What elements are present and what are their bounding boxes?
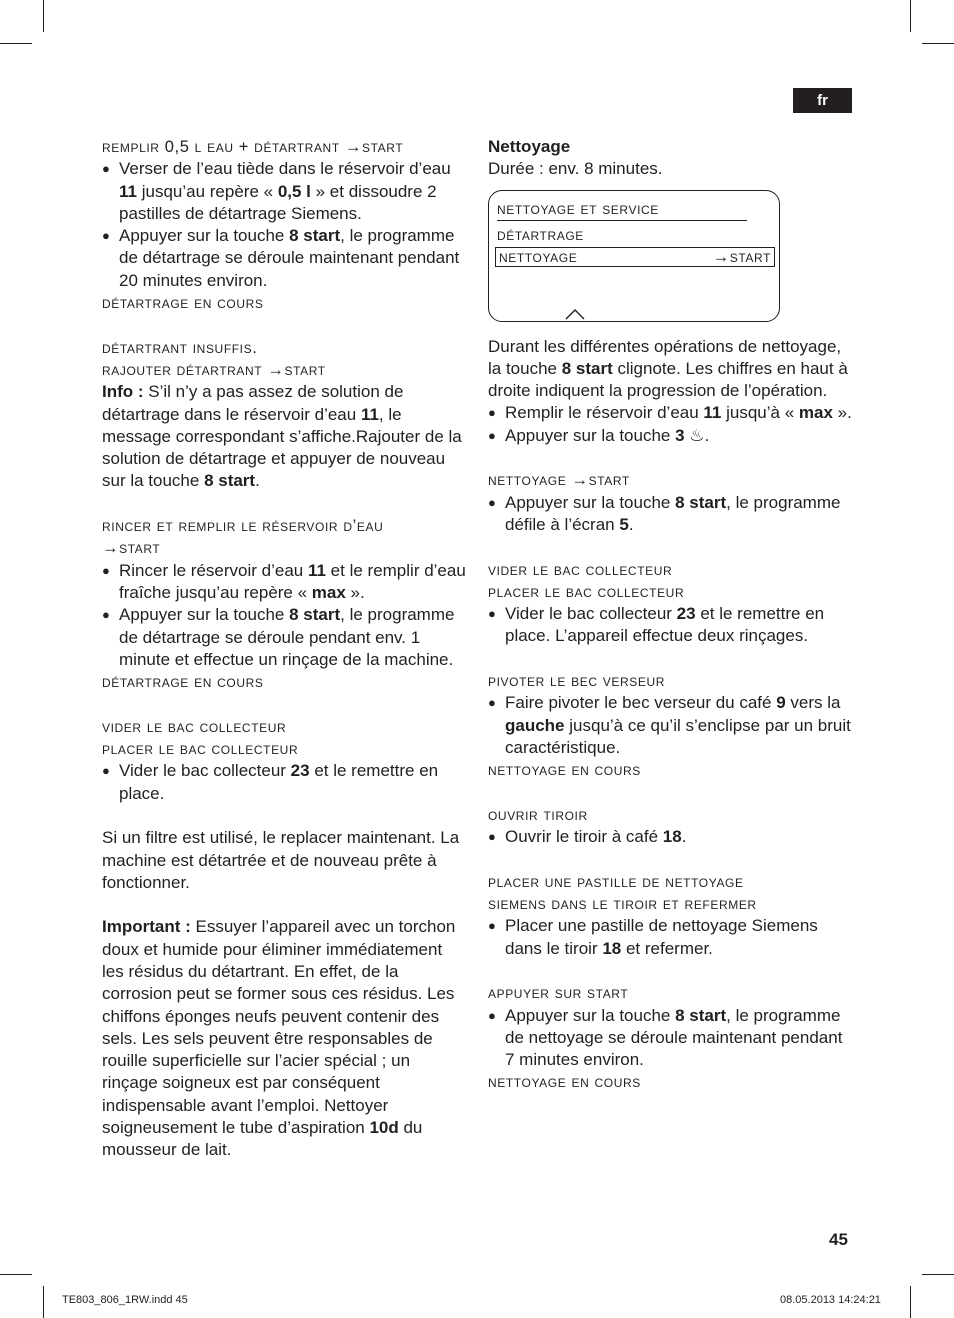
crop-mark	[0, 1274, 32, 1275]
display-heading: remplir 0,5 l eau + détartrant →start	[102, 138, 404, 156]
list-item: ● Appuyer sur la touche 3 ♨.	[488, 425, 854, 447]
caret-up-icon	[565, 308, 585, 320]
display-heading: placer le bac collecteur	[102, 740, 299, 759]
display-line-2: détartrage	[497, 225, 584, 244]
display-heading: siemens dans le tiroir et refermer	[488, 895, 757, 914]
list-item: ● Verser de l’eau tiède dans le réservoir d’eau 11 jusqu’au repère « 0,5 l » et dissoudre 2 pastilles de détartrage Siemens.	[102, 158, 468, 225]
display-heading: détartrage en cours	[102, 294, 264, 313]
body-paragraph: Si un filtre est utilisé, le replacer maintenant. La machine est détartrée et de nouveau prête à fonctionner.	[102, 828, 460, 892]
display-heading: nettoyage en cours	[488, 1073, 641, 1092]
display-line-3-selected: nettoyage →start	[495, 247, 775, 267]
display-heading: rincer et remplir le réservoir d’eau	[102, 517, 384, 536]
bullet-list	[488, 692, 854, 759]
display-heading: →start	[102, 539, 161, 558]
display-heading: ouvrir tiroir	[488, 805, 588, 824]
display-heading: appuyer sur start	[488, 984, 629, 1003]
section-title: Nettoyage	[488, 137, 571, 156]
list-item: ● Appuyer sur la touche 8 start, le programme de détartrage se déroule pendant env. 1 minute et effectue un rinçage de la machine.	[102, 604, 468, 671]
crop-mark	[43, 0, 44, 32]
crop-mark	[910, 1286, 911, 1318]
display-heading: nettoyage en cours	[488, 761, 641, 780]
bullet-list	[488, 1005, 854, 1072]
display-heading: vider le bac collecteur	[488, 560, 673, 579]
bullet-list	[102, 760, 468, 805]
crop-mark	[0, 43, 32, 44]
display-heading: placer une pastille de nettoyage	[488, 872, 744, 891]
display-heading: pivoter le bec verseur	[488, 672, 665, 691]
bullet-list	[488, 915, 854, 960]
display-screen	[488, 190, 780, 322]
list-item: ● Faire pivoter le bec verseur du café 9 vers la gauche jusqu’à ce qu’il s’enclipse par un bruit caractéristique.	[488, 692, 854, 759]
steam-icon: ♨.	[684, 425, 710, 445]
crop-mark	[922, 43, 954, 44]
bullet-list	[102, 158, 468, 292]
bullet-list	[102, 560, 468, 671]
bullet-list	[488, 603, 854, 648]
list-item: ● Vider le bac collecteur 23 et le remettre en place. L’appareil effectue deux rinçages.	[488, 603, 854, 648]
language-tab: fr	[793, 88, 852, 113]
footer-file: TE803_806_1RW.indd 45	[62, 1294, 188, 1306]
footer-datetime: 08.05.2013 14:24:21	[780, 1294, 881, 1306]
bullet-list	[488, 402, 854, 447]
list-item: ● Placer une pastille de nettoyage Siemens dans le tiroir 18 et refermer.	[488, 915, 854, 960]
display-line-1: nettoyage et service	[497, 198, 747, 221]
page-number: 45	[829, 1230, 848, 1249]
list-item: ● Appuyer sur la touche 8 start, le programme de nettoyage se déroule maintenant pendant 7 minutes environ.	[488, 1005, 854, 1072]
crop-mark	[43, 1286, 44, 1318]
list-item: ● Appuyer sur la touche 8 start, le programme de détartrage se déroule maintenant pendant 20 minutes environ.	[102, 225, 468, 292]
info-paragraph: Info : S’il n’y a pas assez de solution de détartrage dans le réservoir d’eau 11, le message correspondant s’affiche.Rajouter de la solution de détartrage et appuyer de nouveau sur la touche 8 start.	[102, 382, 462, 491]
bullet-list	[488, 492, 854, 537]
body-paragraph: Durant les différentes opérations de nettoyage, la touche 8 start clignote. Les chiffres en haut à droite indiquent la progression de l’opération.	[488, 336, 848, 401]
list-item: ● Ouvrir le tiroir à café 18.	[488, 826, 854, 848]
important-paragraph: Important : Essuyer l’appareil avec un torchon doux et humide pour éliminer immédiatement les résidus du détartrant. En effet, de la corrosion peut se former sous ces résidus. Les chiffons éponges neufs peuvent contenir des sels. Les sels peuvent être responsables de rouille superficielle sur l’acier spécial ; un rinçage soigneux est par conséquent indispensable avant l’emploi. Nettoyer soigneusement le tube d’aspiration 10d du mousseur de lait.	[102, 917, 456, 1160]
right-column	[488, 136, 854, 1094]
display-heading: détartrant insuffis.	[102, 338, 258, 357]
list-item: ● Rincer le réservoir d’eau 11 et le remplir d’eau fraîche jusqu’au repère « max ».	[102, 560, 468, 605]
crop-mark	[922, 1274, 954, 1275]
display-heading: vider le bac collecteur	[102, 717, 287, 736]
list-item: ● Appuyer sur la touche 8 start, le programme défile à l’écran 5.	[488, 492, 854, 537]
bullet-list	[488, 826, 854, 848]
display-heading: détartrage en cours	[102, 673, 264, 692]
list-item: ● Remplir le réservoir d’eau 11 jusqu’à « max ».	[488, 402, 854, 424]
crop-mark	[910, 0, 911, 32]
display-heading: placer le bac collecteur	[488, 582, 685, 601]
duration-text: Durée : env. 8 minutes.	[488, 159, 663, 179]
display-heading: rajouter détartrant →start	[102, 360, 326, 379]
list-item: ● Vider le bac collecteur 23 et le remettre en place.	[102, 760, 468, 805]
display-heading: nettoyage →start	[488, 471, 630, 490]
left-column	[102, 136, 468, 1162]
